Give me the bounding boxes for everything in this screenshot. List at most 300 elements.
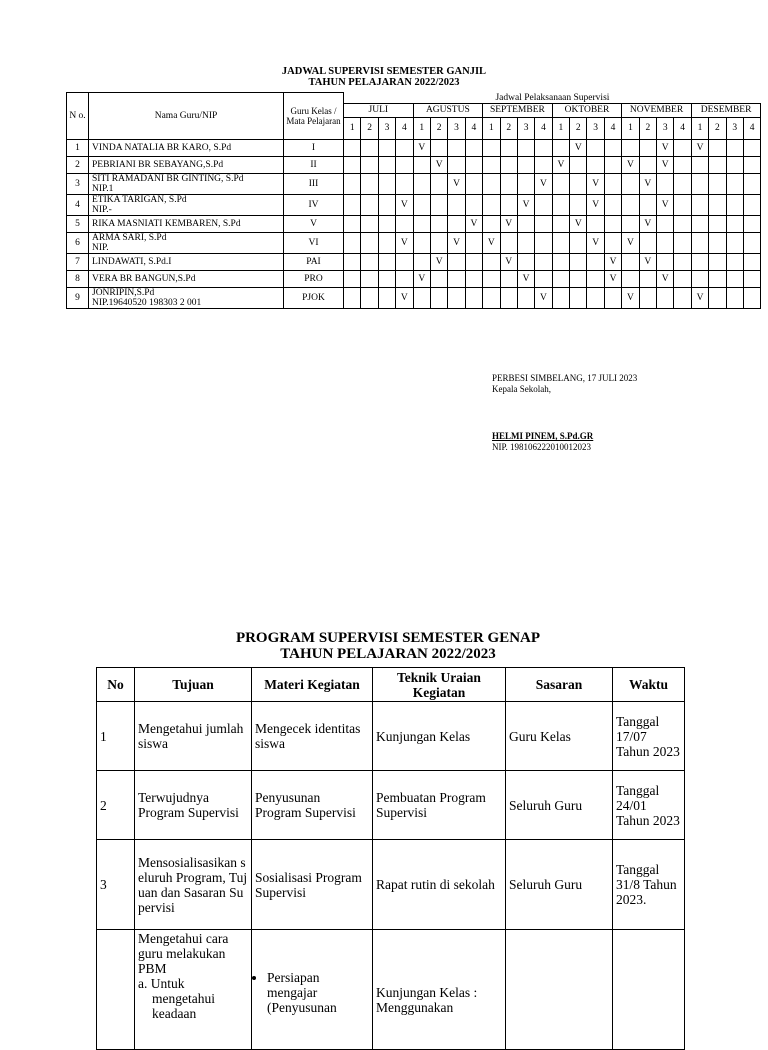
schedule-cell xyxy=(465,287,482,308)
supervision-program-table xyxy=(96,667,685,1050)
schedule-cell xyxy=(726,232,743,253)
supervision-mark: V xyxy=(639,215,656,232)
supervision-mark: V xyxy=(587,194,604,215)
week-header: 2 xyxy=(570,117,587,139)
program-waktu: Tanggal 17/07 Tahun 2023 xyxy=(613,702,685,771)
schedule-cell xyxy=(552,194,569,215)
schedule-cell xyxy=(361,232,378,253)
signature-name: HELMI PINEM, S.Pd.GR xyxy=(492,431,594,441)
program-sasaran: Seluruh Guru xyxy=(506,771,613,840)
row-number: 8 xyxy=(67,270,89,287)
schedule-cell xyxy=(587,253,604,270)
week-header: 2 xyxy=(709,117,726,139)
program-teknik: Kunjungan Kelas xyxy=(373,702,506,771)
schedule-cell xyxy=(709,156,726,173)
month-header: JULI xyxy=(344,103,414,117)
schedule-cell xyxy=(604,194,621,215)
teacher-row xyxy=(67,253,761,270)
schedule-cell xyxy=(413,156,430,173)
teacher-nip: NIP.- xyxy=(92,204,112,215)
program-waktu xyxy=(613,930,685,1050)
schedule-cell xyxy=(726,287,743,308)
schedule-cell xyxy=(639,156,656,173)
supervision-mark: V xyxy=(622,232,639,253)
schedule-cell xyxy=(639,139,656,156)
schedule-cell xyxy=(430,194,447,215)
row-number: 2 xyxy=(67,156,89,173)
program-tujuan: Terwujudnya Program Supervisi xyxy=(135,771,252,840)
schedule-cell xyxy=(552,287,569,308)
schedule-cell xyxy=(344,215,361,232)
week-header: 3 xyxy=(657,117,674,139)
program-no: 3 xyxy=(97,840,135,930)
schedule-cell xyxy=(604,173,621,194)
schedule-cell xyxy=(691,215,708,232)
schedule-cell xyxy=(552,270,569,287)
schedule-cell xyxy=(674,139,691,156)
schedule-cell xyxy=(500,139,517,156)
schedule-cell xyxy=(430,139,447,156)
week-header: 4 xyxy=(674,117,691,139)
program-header-teknik: Teknik Uraian Kegiatan xyxy=(373,668,506,702)
supervision-mark: V xyxy=(604,253,621,270)
teacher-class: IV xyxy=(284,194,344,215)
schedule-cell xyxy=(517,232,534,253)
schedule-cell xyxy=(413,173,430,194)
supervision-mark: V xyxy=(587,232,604,253)
schedule-cell xyxy=(378,287,395,308)
teacher-nip: NIP.1 xyxy=(92,183,114,194)
teacher-name: VERA BR BANGUN,S.Pd xyxy=(92,273,196,284)
program-teknik: Rapat rutin di sekolah xyxy=(373,840,506,930)
schedule-cell xyxy=(344,287,361,308)
signature-place-date: PERBESI SIMBELANG, 17 JULI 2023 xyxy=(492,373,638,383)
schedule-cell xyxy=(535,194,552,215)
schedule-cell xyxy=(709,215,726,232)
schedule-cell xyxy=(743,270,760,287)
program-tujuan: Mengetahui jumlah siswa xyxy=(135,702,252,771)
program-header-no: No xyxy=(97,668,135,702)
schedule-cell xyxy=(726,270,743,287)
teacher-name-cell xyxy=(89,194,284,215)
schedule-cell xyxy=(587,156,604,173)
supervision-mark: V xyxy=(517,270,534,287)
schedule-cell xyxy=(657,287,674,308)
supervision-mark: V xyxy=(517,194,534,215)
week-header: 3 xyxy=(378,117,395,139)
schedule-cell xyxy=(674,194,691,215)
schedule-cell xyxy=(639,194,656,215)
supervision-mark: V xyxy=(430,253,447,270)
schedule-cell xyxy=(552,232,569,253)
schedule-cell xyxy=(622,173,639,194)
row-number: 4 xyxy=(67,194,89,215)
program-header-materi: Materi Kegiatan xyxy=(252,668,373,702)
schedule-cell xyxy=(483,194,500,215)
program-header-tujuan: Tujuan xyxy=(135,668,252,702)
schedule-cell xyxy=(378,232,395,253)
schedule-cell xyxy=(500,173,517,194)
program-materi-bullet: • Persiapan mengajar (Penyusunan xyxy=(267,970,369,1015)
schedule-cell xyxy=(378,156,395,173)
supervision-mark: V xyxy=(396,287,413,308)
schedule-cell xyxy=(413,232,430,253)
week-header: 3 xyxy=(448,117,465,139)
teacher-row xyxy=(67,139,761,156)
week-header: 3 xyxy=(726,117,743,139)
row-number: 9 xyxy=(67,287,89,308)
schedule-cell xyxy=(517,139,534,156)
schedule-cell xyxy=(483,287,500,308)
schedule-cell xyxy=(344,232,361,253)
program-tujuan-text: Mengetahui cara guru melakukan PBM xyxy=(138,931,229,976)
program-materi: Sosialisasi Program Supervisi xyxy=(252,840,373,930)
schedule-cell xyxy=(691,173,708,194)
program-row xyxy=(97,702,685,771)
schedule-cell xyxy=(361,253,378,270)
teacher-row xyxy=(67,194,761,215)
schedule-cell xyxy=(709,232,726,253)
teacher-nip: NIP. xyxy=(92,242,109,253)
teacher-class: I xyxy=(284,139,344,156)
schedule-cell xyxy=(709,194,726,215)
program-teknik: Pembuatan Program Supervisi xyxy=(373,771,506,840)
schedule-cell xyxy=(378,270,395,287)
schedule-cell xyxy=(570,232,587,253)
schedule-cell xyxy=(361,139,378,156)
week-header: 3 xyxy=(587,117,604,139)
header-schedule: Jadwal Pelaksanaan Supervisi xyxy=(344,93,761,104)
schedule-cell xyxy=(500,232,517,253)
supervision-mark: V xyxy=(570,215,587,232)
schedule-cell xyxy=(500,194,517,215)
schedule-cell xyxy=(448,194,465,215)
schedule-cell xyxy=(430,232,447,253)
schedule-cell xyxy=(465,253,482,270)
header-name: Nama Guru/NIP xyxy=(89,93,284,140)
week-header: 4 xyxy=(535,117,552,139)
schedule-cell xyxy=(344,139,361,156)
schedule-cell xyxy=(657,215,674,232)
teacher-name: VINDA NATALIA BR KARO, S.Pd xyxy=(92,142,232,153)
program-title xyxy=(140,630,636,662)
schedule-cell xyxy=(552,253,569,270)
schedule-cell xyxy=(396,173,413,194)
program-no: 1 xyxy=(97,702,135,771)
teacher-class: V xyxy=(284,215,344,232)
schedule-cell xyxy=(430,287,447,308)
schedule-cell xyxy=(361,156,378,173)
supervision-mark: V xyxy=(500,253,517,270)
supervision-mark: V xyxy=(396,232,413,253)
supervision-mark: V xyxy=(657,194,674,215)
supervision-mark: V xyxy=(657,156,674,173)
schedule-cell xyxy=(344,194,361,215)
schedule-cell xyxy=(535,156,552,173)
schedule-cell xyxy=(361,287,378,308)
schedule-cell xyxy=(500,270,517,287)
teacher-name-cell xyxy=(89,253,284,270)
schedule-cell xyxy=(622,194,639,215)
schedule-cell xyxy=(465,232,482,253)
supervision-mark: V xyxy=(657,270,674,287)
schedule-cell xyxy=(413,194,430,215)
schedule-title xyxy=(150,66,618,88)
schedule-cell xyxy=(344,173,361,194)
schedule-cell xyxy=(604,287,621,308)
schedule-cell xyxy=(430,215,447,232)
teacher-name-cell xyxy=(89,232,284,253)
teacher-class: PRO xyxy=(284,270,344,287)
schedule-cell xyxy=(535,270,552,287)
schedule-cell xyxy=(587,270,604,287)
supervision-mark: V xyxy=(430,156,447,173)
week-header: 4 xyxy=(604,117,621,139)
schedule-cell xyxy=(552,139,569,156)
schedule-cell xyxy=(726,215,743,232)
teacher-row xyxy=(67,215,761,232)
supervision-mark: V xyxy=(622,287,639,308)
schedule-cell xyxy=(413,215,430,232)
supervision-schedule-table xyxy=(66,92,761,309)
teacher-name-cell xyxy=(89,173,284,194)
schedule-cell xyxy=(709,139,726,156)
teacher-class: II xyxy=(284,156,344,173)
week-header: 1 xyxy=(344,117,361,139)
schedule-cell xyxy=(674,270,691,287)
row-number: 6 xyxy=(67,232,89,253)
schedule-cell xyxy=(691,156,708,173)
schedule-cell xyxy=(465,194,482,215)
program-teknik: Kunjungan Kelas : Menggunakan xyxy=(373,930,506,1050)
teacher-class: PAI xyxy=(284,253,344,270)
schedule-cell xyxy=(743,156,760,173)
schedule-cell xyxy=(709,287,726,308)
month-header: NOVEMBER xyxy=(622,103,692,117)
schedule-cell xyxy=(448,270,465,287)
supervision-mark: V xyxy=(396,194,413,215)
supervision-mark: V xyxy=(465,215,482,232)
schedule-cell xyxy=(517,156,534,173)
teacher-name: JONRIPIN,S.Pd xyxy=(92,287,155,298)
month-header: AGUSTUS xyxy=(413,103,483,117)
teacher-name-cell xyxy=(89,139,284,156)
teacher-name-cell xyxy=(89,215,284,232)
teacher-name-cell xyxy=(89,156,284,173)
schedule-cell xyxy=(465,173,482,194)
schedule-cell xyxy=(465,270,482,287)
schedule-cell xyxy=(726,194,743,215)
month-header: DESEMBER xyxy=(691,103,761,117)
schedule-cell xyxy=(657,173,674,194)
schedule-cell xyxy=(657,253,674,270)
supervision-mark: V xyxy=(448,232,465,253)
supervision-mark: V xyxy=(448,173,465,194)
program-sasaran xyxy=(506,930,613,1050)
schedule-cell xyxy=(448,215,465,232)
schedule-cell xyxy=(570,270,587,287)
schedule-cell xyxy=(587,215,604,232)
schedule-cell xyxy=(500,156,517,173)
supervision-mark: V xyxy=(691,139,708,156)
schedule-cell xyxy=(535,232,552,253)
program-no: 2 xyxy=(97,771,135,840)
supervision-mark: V xyxy=(604,270,621,287)
schedule-cell xyxy=(552,215,569,232)
schedule-cell xyxy=(622,270,639,287)
schedule-cell xyxy=(517,215,534,232)
schedule-cell xyxy=(570,253,587,270)
schedule-cell xyxy=(517,287,534,308)
week-header: 2 xyxy=(639,117,656,139)
schedule-cell xyxy=(726,139,743,156)
schedule-cell xyxy=(709,270,726,287)
schedule-cell xyxy=(413,287,430,308)
schedule-cell xyxy=(570,194,587,215)
schedule-cell xyxy=(726,156,743,173)
program-waktu: Tanggal 24/01 Tahun 2023 xyxy=(613,771,685,840)
schedule-cell xyxy=(483,270,500,287)
teacher-class: III xyxy=(284,173,344,194)
schedule-cell xyxy=(709,173,726,194)
schedule-cell xyxy=(483,173,500,194)
schedule-title-line1: JADWAL SUPERVISI SEMESTER GANJIL xyxy=(281,66,487,77)
schedule-cell xyxy=(639,270,656,287)
program-waktu: Tanggal 31/8 Tahun 2023. xyxy=(613,840,685,930)
schedule-cell xyxy=(674,156,691,173)
schedule-cell xyxy=(552,173,569,194)
schedule-cell xyxy=(691,253,708,270)
program-tujuan: Mensosialisasikan seluruh Program, Tujuan dan Sasaran Supervisi xyxy=(135,840,252,930)
schedule-cell xyxy=(604,156,621,173)
schedule-cell xyxy=(657,232,674,253)
supervision-mark: V xyxy=(500,215,517,232)
teacher-name: ETIKA TARIGAN, S.Pd xyxy=(92,194,187,205)
supervision-mark: V xyxy=(552,156,569,173)
teacher-name: ARMA SARI, S.Pd xyxy=(92,232,167,243)
schedule-cell xyxy=(378,215,395,232)
program-header-sasaran: Sasaran xyxy=(506,668,613,702)
program-sasaran: Seluruh Guru xyxy=(506,840,613,930)
teacher-name: LINDAWATI, S.Pd.I xyxy=(92,256,172,267)
schedule-cell xyxy=(448,156,465,173)
schedule-cell xyxy=(396,139,413,156)
schedule-cell xyxy=(413,253,430,270)
schedule-cell xyxy=(674,232,691,253)
teacher-class: PJOK xyxy=(284,287,344,308)
schedule-cell xyxy=(604,232,621,253)
schedule-cell xyxy=(483,139,500,156)
schedule-title-line2: TAHUN PELAJARAN 2022/2023 xyxy=(308,77,460,88)
header-no: N o. xyxy=(67,93,89,140)
week-header: 1 xyxy=(483,117,500,139)
schedule-cell xyxy=(674,215,691,232)
schedule-cell xyxy=(604,139,621,156)
schedule-cell xyxy=(500,287,517,308)
schedule-cell xyxy=(622,215,639,232)
schedule-cell xyxy=(396,270,413,287)
schedule-cell xyxy=(743,287,760,308)
week-header: 4 xyxy=(396,117,413,139)
schedule-cell xyxy=(691,194,708,215)
schedule-cell xyxy=(465,156,482,173)
schedule-cell xyxy=(378,139,395,156)
supervision-mark: V xyxy=(570,139,587,156)
program-materi xyxy=(252,930,373,1050)
program-row xyxy=(97,930,685,1050)
teacher-row xyxy=(67,173,761,194)
schedule-cell xyxy=(691,232,708,253)
program-no xyxy=(97,930,135,1050)
supervision-mark: V xyxy=(483,232,500,253)
supervision-mark: V xyxy=(639,253,656,270)
schedule-cell xyxy=(743,173,760,194)
schedule-cell xyxy=(361,270,378,287)
teacher-name-cell xyxy=(89,287,284,308)
program-title-line2: TAHUN PELAJARAN 2022/2023 xyxy=(280,646,496,662)
schedule-cell xyxy=(483,253,500,270)
schedule-cell xyxy=(361,173,378,194)
schedule-cell xyxy=(743,194,760,215)
teacher-name: PEBRIANI BR SEBAYANG,S.Pd xyxy=(92,159,224,170)
schedule-cell xyxy=(361,194,378,215)
schedule-cell xyxy=(674,253,691,270)
schedule-cell xyxy=(726,173,743,194)
week-header: 3 xyxy=(517,117,534,139)
schedule-cell xyxy=(570,287,587,308)
week-header: 4 xyxy=(465,117,482,139)
program-sasaran: Guru Kelas xyxy=(506,702,613,771)
schedule-cell xyxy=(483,215,500,232)
schedule-cell xyxy=(344,253,361,270)
schedule-cell xyxy=(430,270,447,287)
week-header: 1 xyxy=(691,117,708,139)
schedule-cell xyxy=(622,139,639,156)
schedule-cell xyxy=(743,139,760,156)
teacher-name: RIKA MASNIATI KEMBAREN, S.Pd xyxy=(92,218,241,229)
supervision-mark: V xyxy=(657,139,674,156)
week-header: 2 xyxy=(430,117,447,139)
week-header: 1 xyxy=(622,117,639,139)
schedule-cell xyxy=(570,156,587,173)
supervision-mark: V xyxy=(413,270,430,287)
schedule-cell xyxy=(570,173,587,194)
program-row xyxy=(97,771,685,840)
schedule-cell xyxy=(709,253,726,270)
schedule-cell xyxy=(378,253,395,270)
supervision-mark: V xyxy=(691,287,708,308)
week-header: 1 xyxy=(413,117,430,139)
row-number: 5 xyxy=(67,215,89,232)
week-header: 2 xyxy=(500,117,517,139)
week-header: 4 xyxy=(743,117,760,139)
supervision-mark: V xyxy=(622,156,639,173)
teacher-row xyxy=(67,232,761,253)
schedule-cell xyxy=(674,173,691,194)
schedule-cell xyxy=(517,253,534,270)
week-header: 1 xyxy=(552,117,569,139)
schedule-cell xyxy=(639,232,656,253)
row-number: 3 xyxy=(67,173,89,194)
schedule-cell xyxy=(378,194,395,215)
schedule-cell xyxy=(344,270,361,287)
program-materi: Penyusunan Program Supervisi xyxy=(252,771,373,840)
supervision-mark: V xyxy=(587,173,604,194)
program-materi: Mengecek identitas siswa xyxy=(252,702,373,771)
schedule-cell xyxy=(361,215,378,232)
signature-position: Kepala Sekolah, xyxy=(492,384,551,394)
teacher-row xyxy=(67,156,761,173)
